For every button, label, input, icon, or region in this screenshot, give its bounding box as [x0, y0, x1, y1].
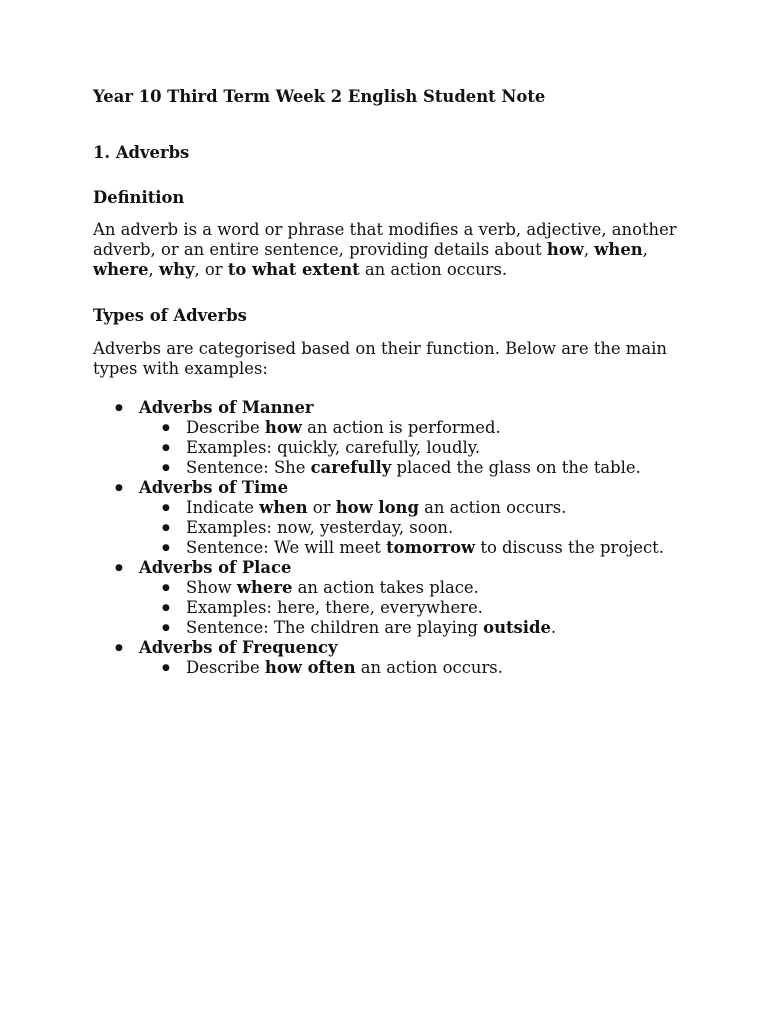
text-run: , — [642, 240, 648, 259]
adverb-type-details — [139, 498, 693, 558]
text-run: or — [307, 498, 336, 517]
text-run: Show — [186, 578, 237, 597]
definition-line — [93, 240, 663, 260]
text-run: Examples: here, there, everywhere. — [186, 598, 483, 617]
adverb-type-item — [93, 638, 693, 678]
document-title: Year 10 Third Term Week 2 English Student Note — [93, 87, 546, 106]
text-run: Sentence: The children are playing — [186, 618, 484, 637]
adverb-detail-item — [139, 618, 693, 638]
bold-text: where — [93, 260, 149, 279]
adverb-detail-item — [139, 518, 693, 538]
text-run: an action occurs. — [359, 260, 508, 279]
adverb-detail-item — [139, 598, 693, 618]
text-run: An adverb is a word or phrase that modifies a verb, adjective, another — [93, 220, 677, 239]
text-run: Describe — [186, 418, 265, 437]
adverb-type-details — [139, 418, 693, 478]
text-run: placed the glass on the table. — [391, 458, 641, 477]
adverb-type-title: ● Adverbs of Time — [139, 478, 289, 497]
adverb-detail-item — [139, 458, 693, 478]
adverb-type-details — [139, 578, 693, 638]
bold-text: to what extent — [227, 260, 360, 279]
text-run: an action occurs. — [418, 498, 567, 517]
bold-text: how often — [264, 658, 356, 677]
adverb-detail-item — [139, 418, 693, 438]
types-intro-paragraph — [93, 339, 667, 379]
bold-text: how long — [335, 498, 419, 517]
bold-text: how — [264, 418, 302, 437]
adverb-types-list — [93, 398, 693, 678]
bold-text: when — [594, 240, 643, 259]
bold-text: how — [546, 240, 584, 259]
adverb-type-item — [93, 558, 693, 638]
adverb-detail-item — [139, 438, 693, 458]
text-run: to discuss the project. — [475, 538, 664, 557]
types-heading: Types of Adverbs — [93, 306, 247, 325]
text-run: Examples: quickly, carefully, loudly. — [186, 438, 481, 457]
adverb-type-item — [93, 478, 693, 558]
bold-text: when — [259, 498, 308, 517]
definition-line — [93, 260, 663, 280]
adverb-type-item — [93, 398, 693, 478]
text-run: Describe — [186, 658, 265, 677]
text-run: an action takes place. — [292, 578, 479, 597]
text-run: , — [148, 260, 159, 279]
bold-text: carefully — [310, 458, 392, 477]
bold-text: tomorrow — [386, 538, 476, 557]
definition-line — [93, 220, 677, 240]
adverb-detail-item — [139, 538, 693, 558]
bold-text: why — [158, 260, 195, 279]
text-run: , or — [194, 260, 228, 279]
types-intro-line: Adverbs are categorised based on their function. Below are the main — [93, 339, 667, 358]
bold-text: outside — [483, 618, 551, 637]
text-run: adverb, or an entire sentence, providing details about — [93, 240, 547, 259]
bold-text: where — [236, 578, 293, 597]
text-run: Indicate — [186, 498, 260, 517]
types-intro-line: types with examples: — [93, 359, 268, 378]
adverb-type-title: ● Adverbs of Manner — [139, 398, 314, 417]
definition-paragraph — [93, 220, 677, 280]
text-run: an action occurs. — [355, 658, 503, 677]
adverb-type-details — [139, 658, 693, 678]
adverb-type-title: ● Adverbs of Place — [139, 558, 292, 577]
adverb-detail-item — [139, 498, 693, 518]
text-run: . — [550, 618, 557, 637]
definition-heading: Definition — [93, 188, 185, 207]
adverb-detail-item — [139, 578, 693, 598]
text-run: , — [583, 240, 595, 259]
adverb-detail-item — [139, 658, 693, 678]
section-title: 1. Adverbs — [93, 143, 190, 162]
text-run: Sentence: We will meet — [186, 538, 387, 557]
text-run: Sentence: She — [186, 458, 311, 477]
adverb-type-title: ● Adverbs of Frequency — [139, 638, 338, 657]
text-run: Examples: now, yesterday, soon. — [186, 518, 454, 537]
text-run: an action is performed. — [301, 418, 501, 437]
